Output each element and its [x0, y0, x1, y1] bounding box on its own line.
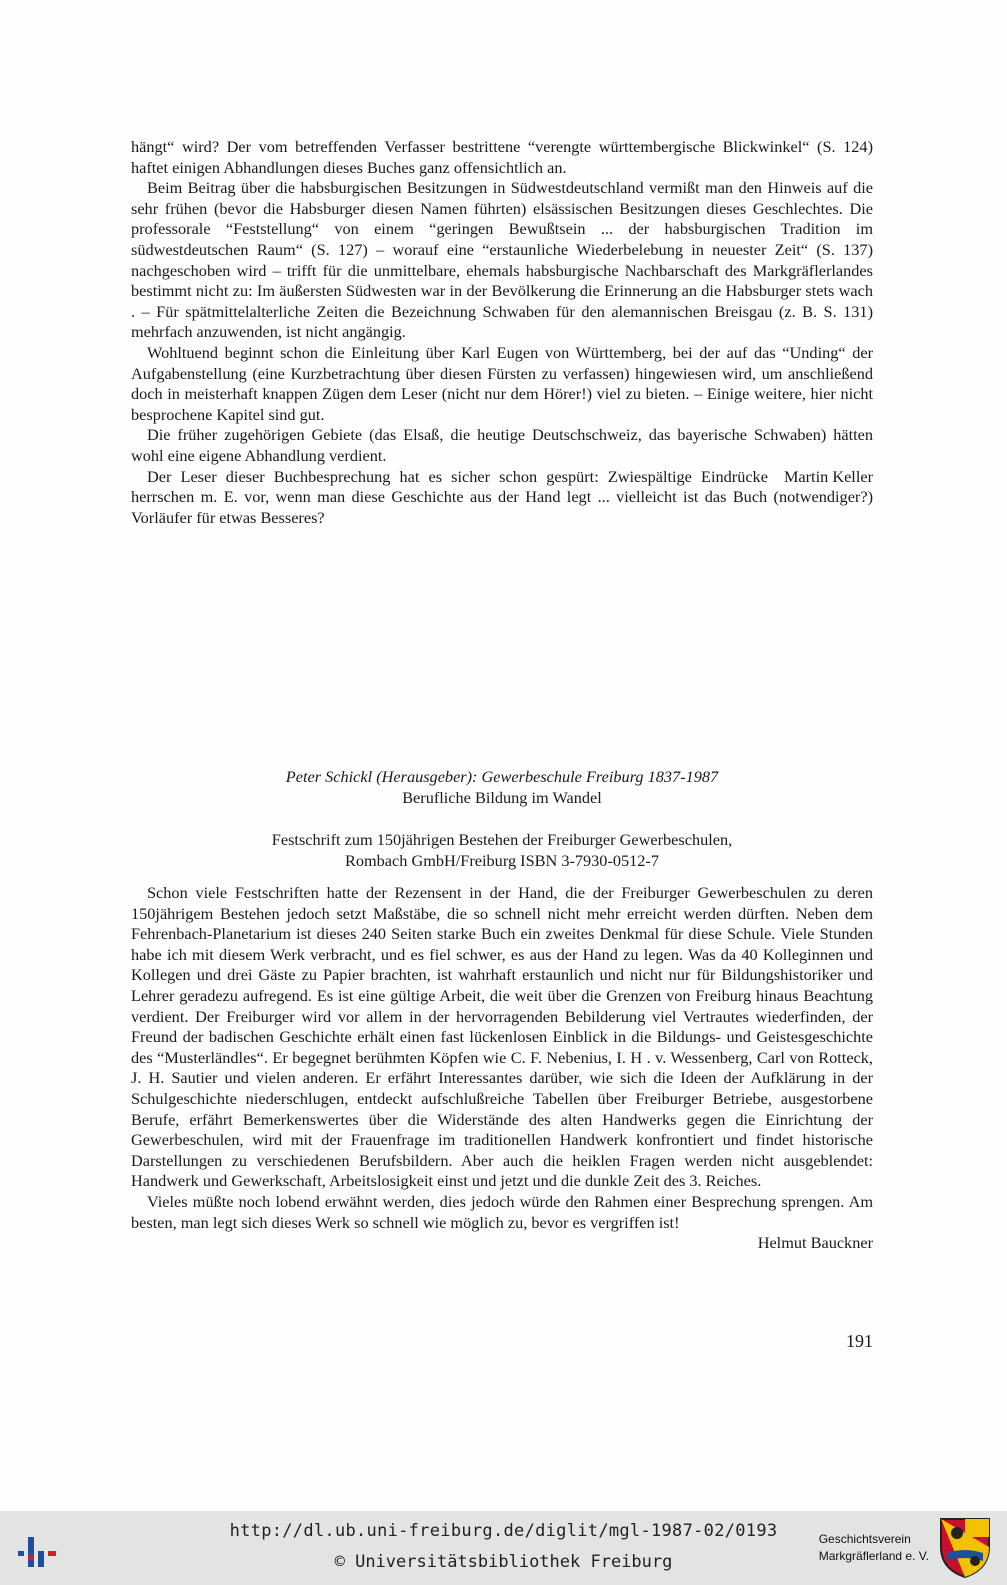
review2-paragraph: Vieles müßte noch lobend erwähnt werden, dies jedoch würde den Rahmen einer Besprechung sprengen. Am besten, man legt sich dieses Werk so schnell wie möglich zu, bevor es vergriffen ist!	[131, 1191, 873, 1232]
permalink-url[interactable]: http://dl.ub.uni-freiburg.de/diglit/mgl-1987-02/0193	[229, 1521, 778, 1541]
society-line: Geschichtsverein	[818, 1532, 911, 1546]
review2-signature: Helmut Bauckner	[757, 1233, 873, 1253]
society-name	[819, 1531, 929, 1565]
review2-heading	[131, 767, 873, 808]
review1-paragraph: Wohltuend beginnt schon die Einleitung über Karl Eugen von Württemberg, bei der auf das “Unding“ der Aufgabenstellung (eine Kurzbetrachtung über diesen Fürsten zu verfassen) hingewiesen wird, um anschließend doch in meisterhaft knappen Zügen dem Leser (nicht nur dem Hörer!) viel zu bieten. – Einige weitere, hier nicht besprochene Kapitel sind gut.	[131, 342, 873, 424]
review2-paragraph: Schon viele Festschriften hatte der Rezensent in der Hand, die der Freiburger Gewerbeschulen zu deren 150jährigem Bestehen jedoch setzt Maßstäbe, die so schnell nicht mehr erreicht werden dürften. Neben dem Fehrenbach-Planetarium ist dieses 240 Seiten starke Buch ein zweites Denkmal für diese Schule. Viele Stunden habe ich mit diesem Werk verbracht, und es fiel schwer, es aus der Hand zu legen. Was da 40 Kolleginnen und Kollegen und drei Gäste zu Papier brachten, ist wahrhaft erstaunlich und nicht nur für Bildungshistoriker und Lehrer geradezu aufregend. Es ist eine gültige Arbeit, die weit über die Grenzen von Freiburg hinaus Beachtung verdient. Der Freiburger wird vor allem in der hervorragenden Bebilderung viel Vertrautes wiederfinden, der Freund der badischen Geschichte erhält einen fast lückenlosen Einblick in die Bildungs- und Geistesgeschichte des “Musterländles“. Er begegnet berühmten Köpfen wie C. F. Nebenius, I. H . v. Wessenberg, Carl von Rotteck, J. H. Sautier und vielen anderen. Er erfährt Interessantes darüber, wie sich die Ideen der Aufklärung in der Schulgeschichte niederschlugen, entdeckt aufschlußreiche Tabellen über Freiburger Betriebe, ausgestorbene Berufe, erfährt Bemerkenswertes über die Widerstände des alten Handwerks gegen die Einrichtung der Gewerbeschulen, wird mit der Frauenfrage im traditionellen Handwerk konfrontiert und findet historische Darstellungen zu verschiedenen Berufsbildern. Aber auch die heiklen Fragen werden nicht ausgeblendet: Handwerk und Gewerkschaft, Arbeitslosigkeit einst und jetzt und die dunkle Zeit des 3. Reiches.	[131, 883, 873, 1191]
review2-body	[131, 883, 873, 1254]
review1-last-text: Der Leser dieser Buchbesprechung hat es sicher schon gespürt: Zwiespältige Eindrücke herrschen m. E. vor, wenn man diese Geschichte aus der Hand legt ... vielleicht ist das Buch (notwendiger?) Vorläufer für etwas Besseres?	[131, 466, 873, 527]
society-line: Markgräflerland e. V.	[818, 1549, 929, 1563]
review1-paragraph: Beim Beitrag über die habsburgischen Besitzungen in Südwestdeutschland vermißt man den Hinweis auf die sehr frühen (bevor die Habsburger diesen Namen führten) elsässischen Besitzungen dieses Geschlechtes. Die professorale “Feststellung“ von einem “geringen Bewußtsein ... der habsburgischen Tradition im südwestdeutschen Raum“ (S. 127) – worauf eine “erstaunliche Wiederbelebung in neuester Zeit“ (S. 137) nachgeschoben wird – trifft für die unmittelbare, ehemals habsburgische Nachbarschaft des Markgräflerlandes bestimmt nicht zu: Im äußersten Südwesten war in der Bevölkerung die Erinnerung an die Habsburger stets wach . – Für spätmittelalterliche Zeiten die Bezeichnung Schwaben für den alemannischen Breisgau (z. B. S. 131) mehrfach anzuwenden, ist nicht angängig.	[131, 178, 873, 342]
coat-of-arms-icon	[939, 1517, 991, 1579]
publisher-isbn: Rombach GmbH/Freiburg ISBN 3-7930-0512-7	[345, 850, 659, 870]
review1-paragraph: Die früher zugehörigen Gebiete (das Elsaß, die heutige Deutschschweiz, das bayerische Schwaben) hätten wohl eine eigene Abhandlung verdient.	[131, 425, 873, 465]
review1-signature: Martin Keller	[783, 466, 873, 486]
page-number: 191	[846, 1331, 873, 1351]
copyright-notice: © Universitätsbibliothek Freiburg	[334, 1552, 673, 1572]
viewer-footer-bar	[0, 1511, 1007, 1585]
publication-line: Festschrift zum 150jährigen Bestehen der Freiburger Gewerbeschulen,	[271, 830, 733, 849]
book-subtitle: Berufliche Bildung im Wandel	[402, 787, 602, 807]
review1-paragraph: hängt“ wird? Der vom betreffenden Verfasser bestrittene “verengte württembergische Blickwinkel“ (S. 124) haftet einigen Abhandlungen dieses Buches ganz offensichtlich an.	[131, 137, 873, 177]
review1-body	[131, 137, 873, 528]
book-title: Peter Schickl (Herausgeber): Gewerbeschule Freiburg 1837-1987	[285, 767, 719, 786]
review1-paragraph	[131, 467, 873, 529]
publication-info	[131, 830, 873, 871]
